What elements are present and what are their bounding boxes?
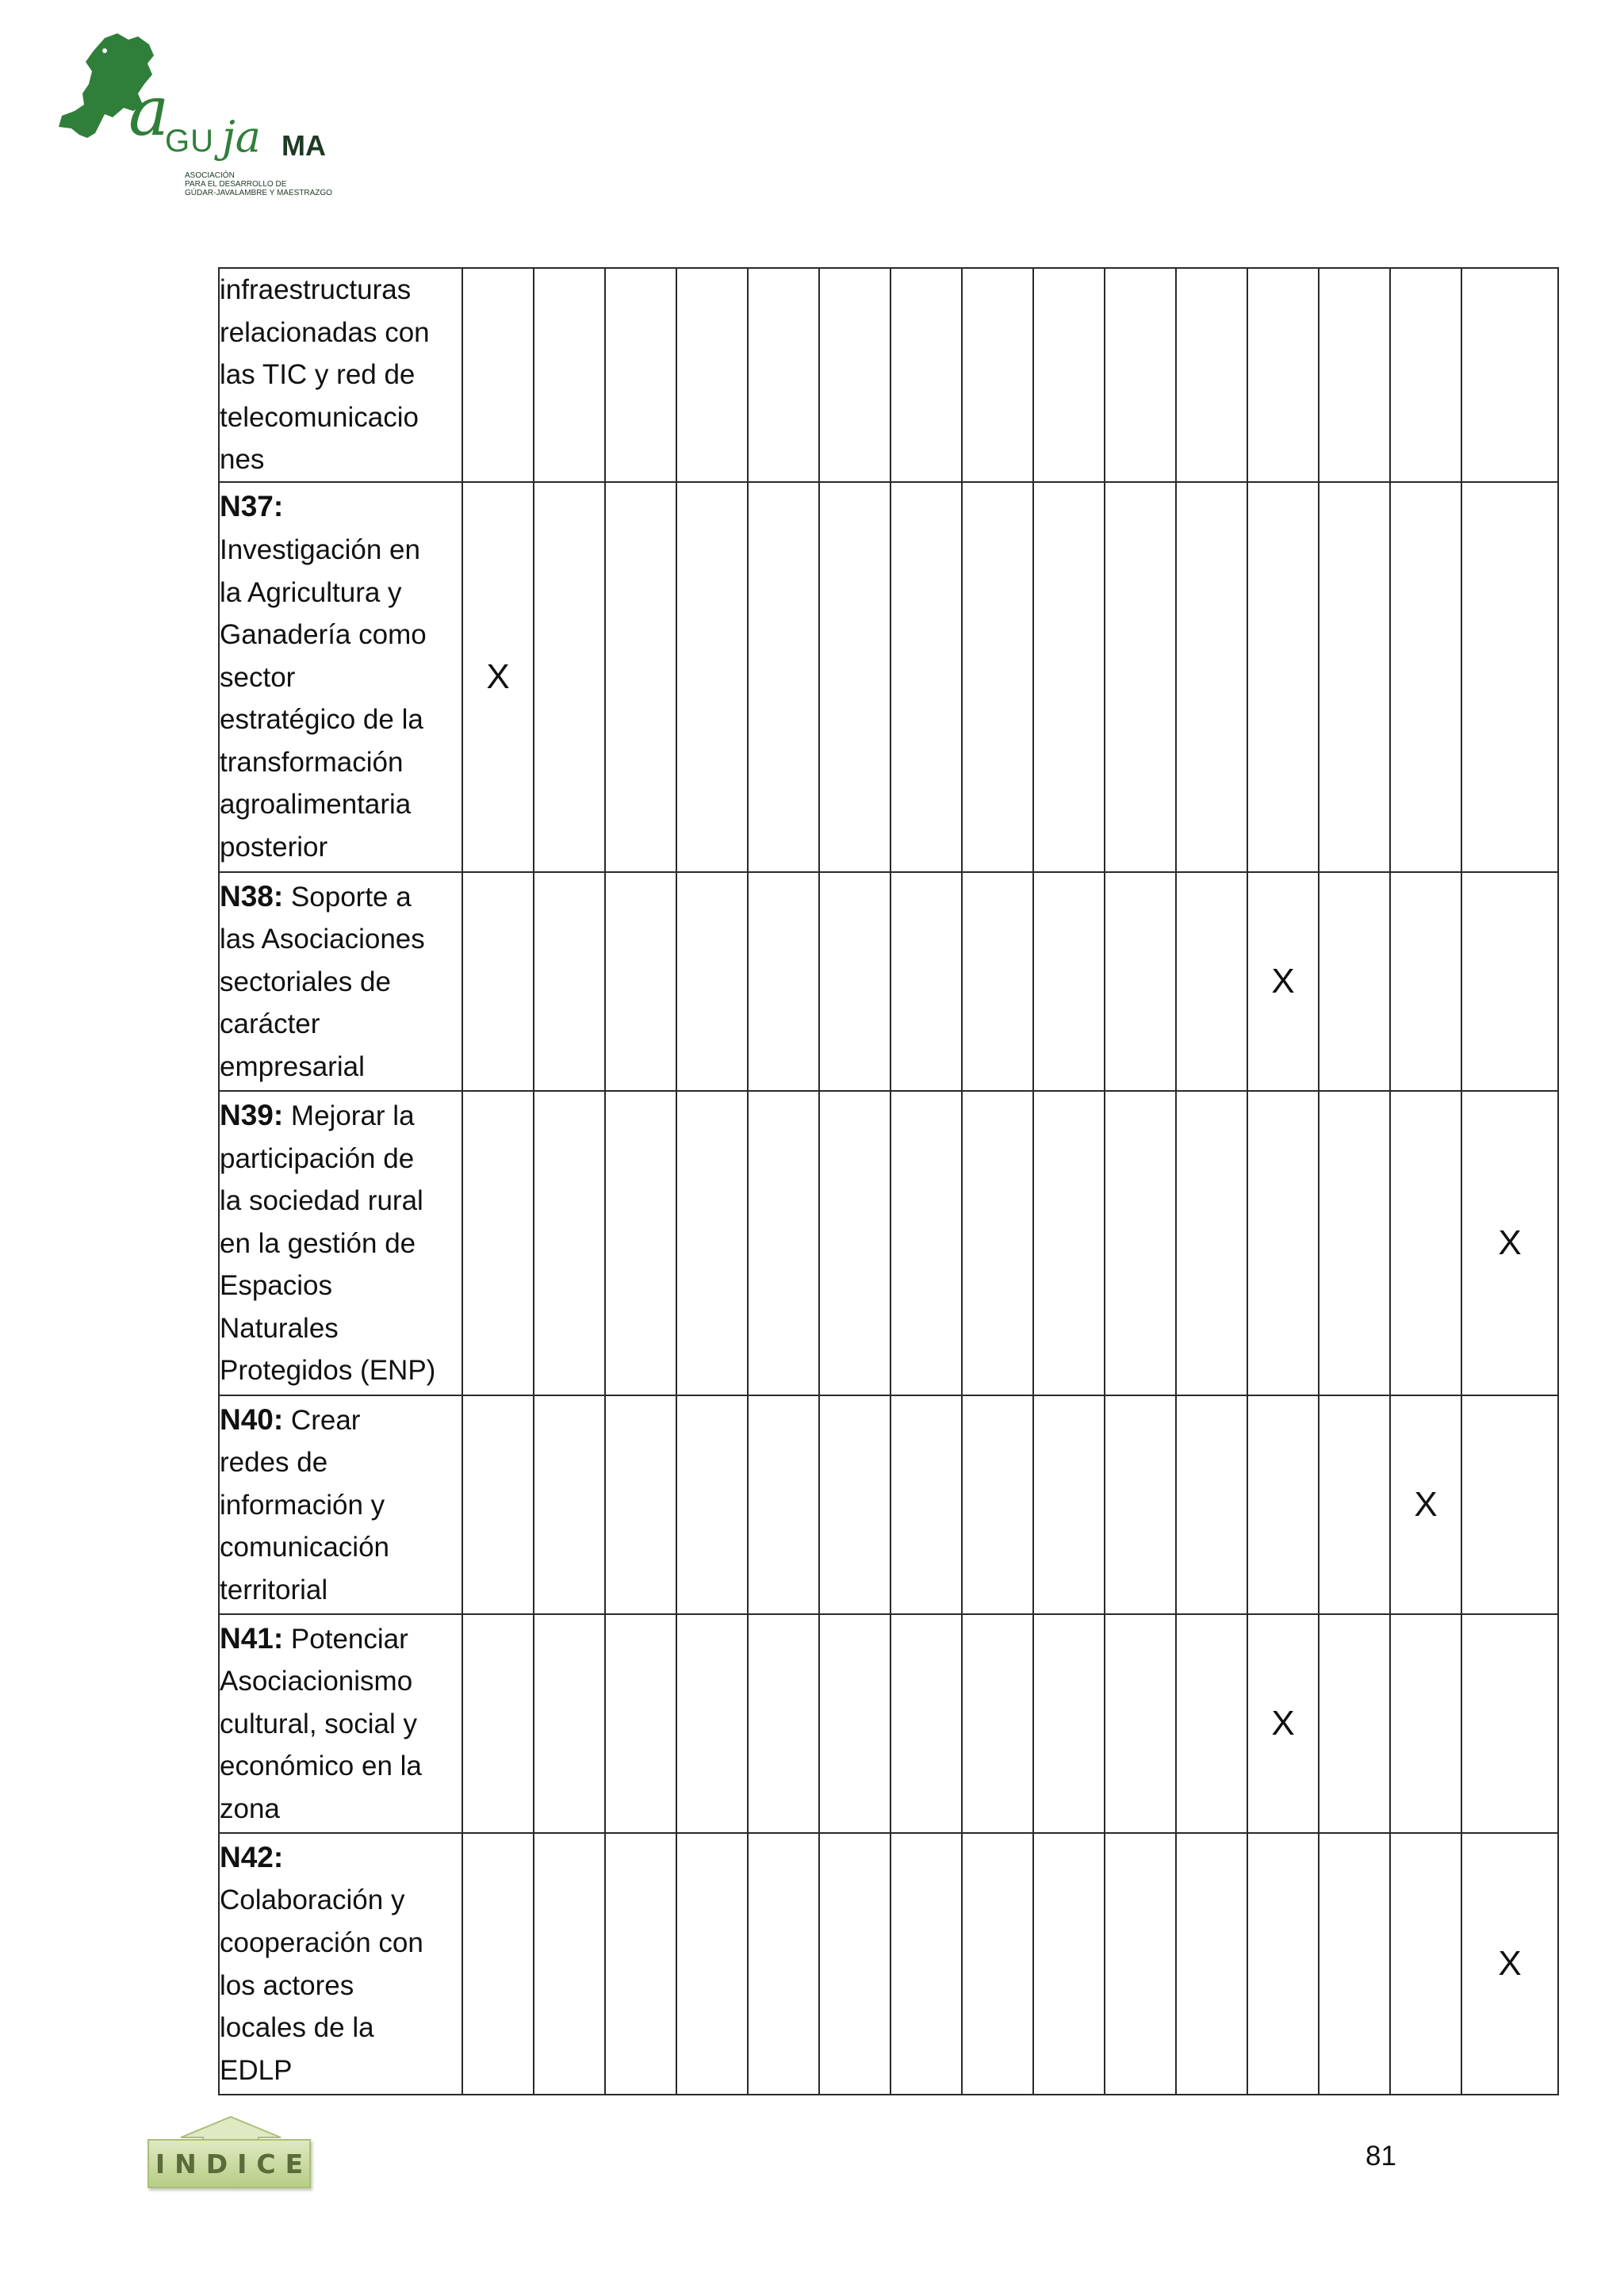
mark-cell [748,482,819,872]
description-line: Espacios [220,1270,333,1302]
description-line: las Asociaciones [220,924,425,955]
mark-cell [676,872,748,1091]
aguajama-logo [56,32,332,197]
mark-cell [891,1091,962,1395]
description-line: empresarial [220,1050,365,1082]
description-line: infraestructuras [220,274,412,306]
need-description [219,1395,462,1614]
need-text: Potenciar [283,1623,408,1655]
mark-cell [1033,482,1105,872]
mark-cell [676,1395,748,1614]
mark-cell [1390,1833,1461,2095]
mark-cell [819,482,891,872]
description-line: los actores [220,1969,354,2001]
mark-cell [1105,1614,1176,1833]
mark-x: X [1498,1223,1522,1262]
table-row [219,1091,1558,1395]
description-line: redes de [220,1447,328,1479]
description-line: telecomunicacio [220,401,419,433]
needs-table [218,267,1559,2095]
mark-cell [962,1091,1033,1395]
description-line: posterior [220,832,328,863]
mark-cell [962,1833,1033,2095]
mark-cell [1319,872,1390,1091]
mark-cell [1247,1833,1319,2095]
mark-cell [962,872,1033,1091]
mark-cell [1176,1833,1247,2095]
mark-cell [1176,482,1247,872]
mark-cell [1319,1833,1390,2095]
mark-cell [1461,872,1558,1091]
table-row [219,268,1558,482]
description-line: las TIC y red de [220,359,416,391]
mark-cell [962,1395,1033,1614]
mark-cell [462,1833,534,2095]
mark-cell [1461,1091,1558,1395]
mark-cell [1247,268,1319,482]
need-description [219,482,462,872]
need-description [219,268,462,482]
mark-cell [1247,1091,1319,1395]
description-line: en la gestión de [220,1227,416,1259]
description-line [220,1617,462,1661]
mark-cell [462,1614,534,1833]
need-code: N40: [220,1402,284,1436]
mark-cell [1390,1614,1461,1833]
description-line: Investigación en [220,534,420,565]
description-line [220,875,462,919]
mark-cell [676,1833,748,2095]
mark-cell [1105,1833,1176,2095]
description-line: Colaboración y [220,1885,405,1916]
description-line [220,1399,462,1442]
mark-cell [1105,872,1176,1091]
description-line: locales de la [220,2012,374,2044]
mark-cell [1105,268,1176,482]
mark-cell [1319,482,1390,872]
mark-cell [1319,1395,1390,1614]
mark-cell [534,1395,605,1614]
need-text: Soporte a [283,881,412,913]
need-code: N41: [220,1621,284,1655]
table-row [219,1614,1558,1833]
description-line: económico en la [220,1751,422,1782]
mark-cell [1176,1614,1247,1833]
mark-cell [748,1614,819,1833]
mark-cell [891,872,962,1091]
logo-letter-a: a [128,72,170,151]
need-description [219,1091,462,1395]
mark-cell [534,1091,605,1395]
mark-cell [1033,1091,1105,1395]
description-line: Ganadería como [220,619,427,651]
table-row [219,1833,1558,2095]
table-row [219,482,1558,872]
mark-cell [605,1614,676,1833]
description-line: participación de [220,1142,415,1174]
mark-cell [962,482,1033,872]
need-code: N39: [220,1098,284,1131]
mark-cell [534,1614,605,1833]
indice-button[interactable] [144,2115,316,2195]
mark-cell [1390,268,1461,482]
description-line: relacionadas con [220,316,430,348]
mark-cell [1033,1833,1105,2095]
mark-cell [534,268,605,482]
mark-cell [891,1833,962,2095]
description-line: la sociedad rural [220,1185,423,1217]
mark-cell [1390,482,1461,872]
mark-cell [819,268,891,482]
need-description [219,1614,462,1833]
mark-cell [819,1395,891,1614]
mark-cell [1105,1395,1176,1614]
mark-cell [1390,1091,1461,1395]
description-line: sector [220,661,296,693]
description-line: zona [220,1793,280,1824]
description-line: agroalimentaria [220,789,412,821]
mark-cell [605,1833,676,2095]
logo-subtitle-line: ASOCIACIÓN [185,171,235,180]
need-code: N37: [220,490,284,523]
mark-cell [605,268,676,482]
description-line: Protegidos (ENP) [220,1355,436,1387]
mark-cell [605,1091,676,1395]
mark-cell [1033,872,1105,1091]
up-arrow-icon [179,2115,282,2142]
mark-x: X [486,657,510,696]
need-code: N42: [220,1840,284,1873]
mark-cell [1390,872,1461,1091]
mark-cell [462,872,534,1091]
description-line: EDLP [220,2054,293,2086]
mark-cell [1247,872,1319,1091]
mark-cell [891,268,962,482]
description-line: Asociacionismo [220,1666,413,1697]
description-line: cooperación con [220,1927,423,1958]
mark-cell [962,1614,1033,1833]
table-row [219,872,1558,1091]
mark-cell [605,482,676,872]
mark-cell [1461,482,1558,872]
mark-cell [462,268,534,482]
logo-ja: ja [222,112,261,162]
table-row [219,1395,1558,1614]
logo-subtitle-line: GÚDAR-JAVALAMBRE Y MAESTRAZGO [185,189,332,197]
mark-cell [819,1833,891,2095]
mark-cell [891,1395,962,1614]
mark-cell [462,1395,534,1614]
logo-subtitle [185,171,332,197]
mark-cell [1247,482,1319,872]
description-line: información y [220,1489,385,1521]
mark-cell [1319,1614,1390,1833]
page-number: 81 [1365,2141,1396,2172]
mark-cell [1247,1614,1319,1833]
mark-cell [1461,268,1558,482]
mark-cell [891,482,962,872]
mark-cell [1176,1091,1247,1395]
description-line: comunicación [220,1532,389,1563]
mark-cell [1033,1614,1105,1833]
mark-cell [891,1614,962,1833]
mark-cell [819,1091,891,1395]
need-text: Crear [283,1404,361,1436]
mark-cell [534,872,605,1091]
mark-cell [1176,268,1247,482]
mark-cell [748,268,819,482]
description-line: Naturales [220,1312,339,1344]
mark-cell [1033,1395,1105,1614]
mark-x: X [1414,1485,1438,1524]
mark-cell [748,1395,819,1614]
mark-cell [1319,268,1390,482]
need-description [219,872,462,1091]
mark-cell [534,482,605,872]
mark-cell [748,872,819,1091]
mark-cell [1033,268,1105,482]
description-line: cultural, social y [220,1708,417,1739]
mark-cell [676,1091,748,1395]
description-line: la Agricultura y [220,576,402,608]
indice-label: INDICE [147,2139,311,2188]
need-description [219,1833,462,2095]
description-line: transformación [220,746,404,778]
mark-cell [962,268,1033,482]
mark-cell [605,1395,676,1614]
mark-cell [1319,1091,1390,1395]
mark-cell [462,1091,534,1395]
mark-cell [1176,872,1247,1091]
mark-cell [1390,1395,1461,1614]
description-line: carácter [220,1008,320,1040]
mark-cell [748,1833,819,2095]
description-line: estratégico de la [220,704,423,736]
mark-cell [748,1091,819,1395]
logo-gu: GU [165,124,214,159]
description-line [220,1094,462,1138]
mark-cell [1247,1395,1319,1614]
description-line [220,485,462,529]
need-code: N38: [220,879,284,913]
need-text: Mejorar la [283,1100,415,1131]
mark-cell [462,482,534,872]
logo-ma: MA [282,129,326,162]
description-line: sectoriales de [220,966,391,997]
mark-cell [1105,482,1176,872]
mark-cell [1461,1614,1558,1833]
mark-cell [1105,1091,1176,1395]
mark-cell [1461,1395,1558,1614]
description-line: nes [220,444,265,476]
mark-cell [1176,1395,1247,1614]
mark-cell [534,1833,605,2095]
mark-cell [819,1614,891,1833]
logo-subtitle-line: PARA EL DESARROLLO DE [185,180,287,189]
mark-cell [676,1614,748,1833]
description-line [220,1836,462,1880]
mark-cell [676,482,748,872]
mark-cell [605,872,676,1091]
mark-x: X [1498,1944,1522,1983]
mark-cell [1461,1833,1558,2095]
mark-x: X [1271,1704,1295,1743]
description-line: territorial [220,1574,328,1605]
mark-x: X [1271,962,1295,1001]
mark-cell [676,268,748,482]
mark-cell [819,872,891,1091]
